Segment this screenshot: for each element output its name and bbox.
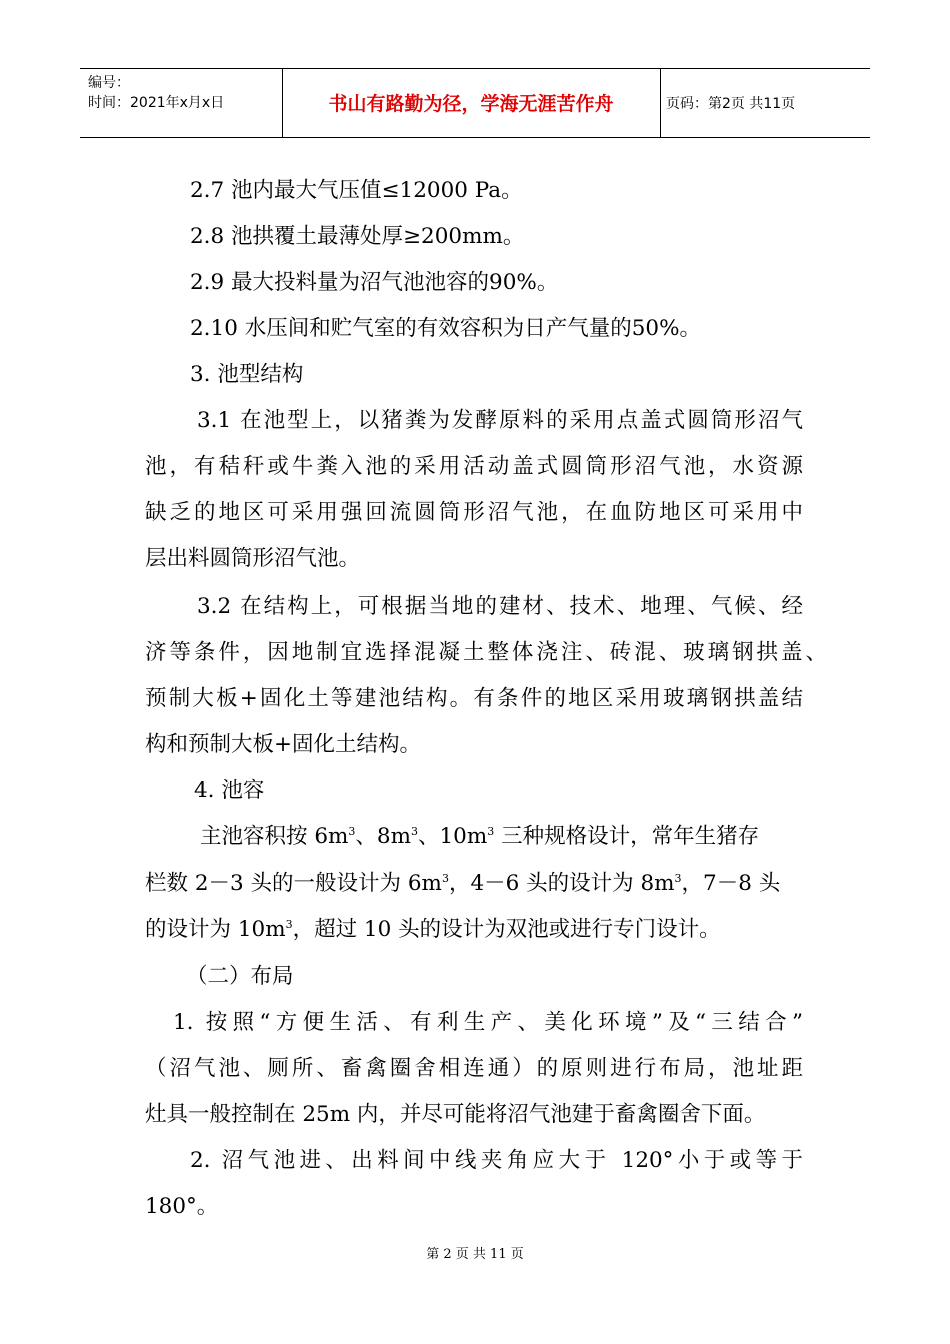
page-footer: 第 2 页 共 11 页 [426, 1247, 524, 1262]
body-line: 缺乏的地区可采用强回流圆筒形沼气池，在血防地区可采用中 [145, 500, 803, 525]
body-line: 2.7 池内最大气压值≤12000 Pa。 [190, 178, 523, 203]
superscript: 3 [285, 917, 293, 931]
body-line: 2.8 池拱覆土最薄处厚≥200mm。 [190, 224, 525, 249]
date-label: 时间：2021年x月x日 [88, 95, 225, 111]
body-line: 预制大板+固化土等建池结构。有条件的地区采用玻璃钢拱盖结 [145, 686, 803, 711]
header-divider [660, 69, 661, 137]
superscript: 3 [410, 824, 418, 838]
superscript: 3 [348, 824, 356, 838]
body-line: 2. 沼气池进、出料间中线夹角应大于 120°小于或等于 [190, 1148, 803, 1173]
section-heading: （二）布局 [186, 964, 294, 989]
body-line: 3.2 在结构上，可根据当地的建材、技术、地理、气候、经 [197, 594, 803, 619]
body-line: 池，有秸秆或牛粪入池的采用活动盖式圆筒形沼气池，水资源 [145, 454, 803, 479]
body-line: 的设计为 $10m^3$，超过 10 头的设计为双池或进行专门设计。 [145, 917, 721, 942]
superscript: 3 [487, 824, 495, 838]
body-line: 栏数 2－3 头的一般设计为 $6m^3$，4－6 头的设计为 $8m^3$，7－8 头 [145, 871, 781, 896]
superscript: 3 [674, 871, 682, 885]
header-page-info: 页码：第2页 共11页 [666, 96, 796, 112]
section-heading: 4. 池容 [194, 778, 265, 803]
body-line: 2.10 水压间和贮气室的有效容积为日产气量的50%。 [190, 316, 701, 341]
header-meta [88, 73, 224, 113]
body-line: 180°。 [145, 1194, 219, 1219]
body-line: 灶具一般控制在 25m 内，并尽可能将沼气池建于畜禽圈舍下面。 [145, 1102, 766, 1127]
header-motto: 书山有路勤为径，学海无涯苦作舟 [328, 93, 614, 115]
superscript: 3 [441, 871, 449, 885]
body-line: 1. 按照“方便生活、有利生产、美化环境”及“三结合” [173, 1010, 803, 1035]
page-header [80, 68, 870, 138]
number-label: 编号： [88, 75, 130, 91]
body-line: 构和预制大板+固化土结构。 [145, 732, 422, 757]
body-line: （沼气池、厕所、畜禽圈舍相连通）的原则进行布局，池址距 [145, 1056, 803, 1081]
body-line: 3.1 在池型上，以猪粪为发酵原料的采用点盖式圆筒形沼气 [197, 408, 803, 433]
body-line: 2.9 最大投料量为沼气池池容的90%。 [190, 270, 559, 295]
section-heading: 3. 池型结构 [190, 362, 304, 387]
body-line: 层出料圆筒形沼气池。 [145, 546, 361, 571]
body-line: 济等条件，因地制宜选择混凝土整体浇注、砖混、玻璃钢拱盖、 [145, 640, 827, 665]
body-line: 主池容积按 $6m^3$、$8m^3$、$10m^3$ 三种规格设计，常年生猪存 [200, 824, 760, 849]
